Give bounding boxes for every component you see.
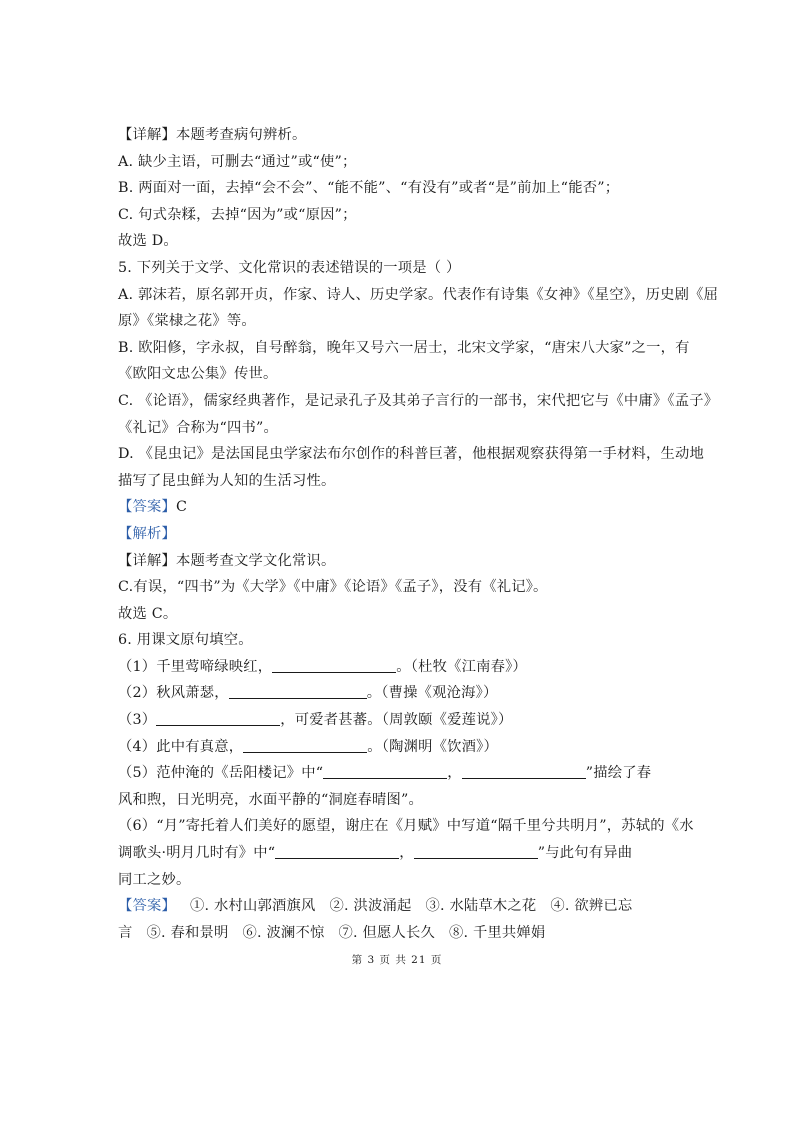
q6-item-5-suffix: ”描绘了春 <box>585 765 652 782</box>
q6-answer-7: ⑦. 但愿人长久 <box>338 924 435 941</box>
q6-answer-1: ①. 水村山郭酒旗风 <box>190 898 316 915</box>
answer-value: C <box>176 499 188 516</box>
q6-answer-tag: 【答案】 <box>118 898 176 915</box>
q6-item-5-blank-1 <box>323 763 447 779</box>
q6-item-1-blank <box>272 657 396 673</box>
q5-option-b-line2: 《欧阳文忠公集》传世。 <box>118 366 278 383</box>
q6-item-4-blank <box>243 737 367 753</box>
q6-item-6-suffix: ”与此句有异曲 <box>537 845 633 862</box>
q5-analysis <box>118 521 688 548</box>
q6-answer-8: ⑧. 千里共婵娟 <box>448 924 546 941</box>
q6-answer-2: ②. 洪波涌起 <box>329 898 412 915</box>
q6-answer-3: ③. 水陆草木之花 <box>425 898 537 915</box>
q6-item-1-suffix: 。（杜牧《江南春》） <box>396 658 527 675</box>
prev-option-a: A. 缺少主语，可删去“通过”或“使”； <box>118 153 357 170</box>
q6-item-1 <box>118 654 688 681</box>
q6-item-6-comma: ， <box>399 845 414 862</box>
q6-item-5-line2: 风和煦，日光明亮，水面平静的“洞庭春晴图”。 <box>118 791 423 808</box>
q6-item-3-suffix: ，可爱者甚蕃。（周敦颐《爱莲说》） <box>280 712 513 729</box>
answer-tag: 【答案】 <box>118 499 176 516</box>
prev-detail: 【详解】本题考查病句辨析。 <box>118 127 307 143</box>
q6-stem: 6. 用课文原句填空。 <box>118 632 253 649</box>
q6-item-2 <box>118 680 688 707</box>
q5-option-c-line1: C. 《论语》，儒家经典著作，是记录孔子及其弟子言行的一部书，宋代把它与《中庸》《孟子》 <box>118 392 719 409</box>
q6-item-5-comma: ， <box>447 765 462 782</box>
q6-item-5-blank-2 <box>462 763 586 779</box>
q6-item-6-blank-1 <box>275 843 399 859</box>
q6-item-4-suffix: 。（陶渊明《饮酒》） <box>367 738 498 755</box>
q6-item-6-blank-2 <box>414 843 538 859</box>
prev-option-c: C. 句式杂糅，去掉“因为”或“原因”； <box>118 206 357 223</box>
q5-stem: 5. 下列关于文学、文化常识的表述错误的一项是（ ） <box>118 259 461 276</box>
q6-item-2-blank <box>229 683 367 699</box>
q5-detail: 【详解】本题考查文学文化常识。 <box>118 552 336 569</box>
page-content <box>118 122 719 946</box>
q6-item-6-prefix: 调歌头·明月几时有》中“ <box>118 845 276 862</box>
q6-item-3-prefix: （3） <box>118 712 157 729</box>
q6-item-5-prefix: （5）范仲淹的《岳阳楼记》中“ <box>118 765 324 782</box>
page-footer: 第 3 页 共 21 页 <box>351 954 443 966</box>
q6-answer-line2 <box>118 920 688 947</box>
q6-answer-4: ④. 欲辨已忘 <box>550 898 633 915</box>
q5-option-a-line2: 原》《棠棣之花》等。 <box>118 313 256 330</box>
q5-option-d-line2: 描写了昆虫鲜为人知的生活习性。 <box>118 472 336 489</box>
q6-item-2-suffix: 。（曹操《观沧海》） <box>366 685 498 702</box>
q6-answer-6: ⑥. 波澜不惊 <box>242 924 325 941</box>
q6-item-4 <box>118 734 688 761</box>
q5-option-d-line1: D. 《昆虫记》是法国昆虫学家法布尔创作的科普巨著，他根据观察获得第一手材料，生动地 <box>118 446 705 463</box>
q6-item-5-line1 <box>118 760 688 787</box>
q6-answer-line1 <box>118 893 688 920</box>
q6-item-3 <box>118 707 688 734</box>
q6-item-1-prefix: （1）千里莺啼绿映红， <box>118 658 273 675</box>
q6-answer-5: ⑤. 春和景明 <box>146 924 229 941</box>
q6-item-3-blank <box>156 710 280 726</box>
q5-conclusion: 故选 C。 <box>118 605 178 622</box>
q5-option-a-line1: A. 郭沫若，原名郭开贞，作家、诗人、历史学家。代表作有诗集《女神》《星空》，历史剧《屈 <box>118 286 719 303</box>
prev-conclusion: 故选 D。 <box>118 233 178 250</box>
q6-item-4-prefix: （4）此中有真意， <box>118 738 244 755</box>
q6-item-6-line3: 同工之妙。 <box>118 871 191 888</box>
q5-option-c-line2: 《礼记》合称为“四书”。 <box>118 419 278 436</box>
q6-item-6-line2 <box>118 840 688 867</box>
prev-option-b: B. 两面对一面，去掉“会不会”、“能不能”、“有没有”或者“是”前加上“能否”； <box>118 180 620 197</box>
q5-explain: C.有误，“四书”为《大学》《中庸》《论语》《孟子》，没有《礼记》。 <box>118 579 548 596</box>
analysis-tag: 【解析】 <box>118 525 176 542</box>
q6-answer-4-cont: 言 <box>118 924 133 941</box>
q5-option-b-line1: B. 欧阳修，字永叔，自号醉翁，晚年又号六一居士，北宋文学家，“唐宋八大家”之一，有 <box>118 339 690 356</box>
q5-answer <box>118 494 688 521</box>
q6-item-2-prefix: （2）秋风萧瑟， <box>118 685 229 702</box>
q6-item-6-line1: （6）“月”寄托着人们美好的愿望，谢庄在《月赋》中写道“隔千里兮共明月”，苏轼的《水 <box>118 818 694 835</box>
